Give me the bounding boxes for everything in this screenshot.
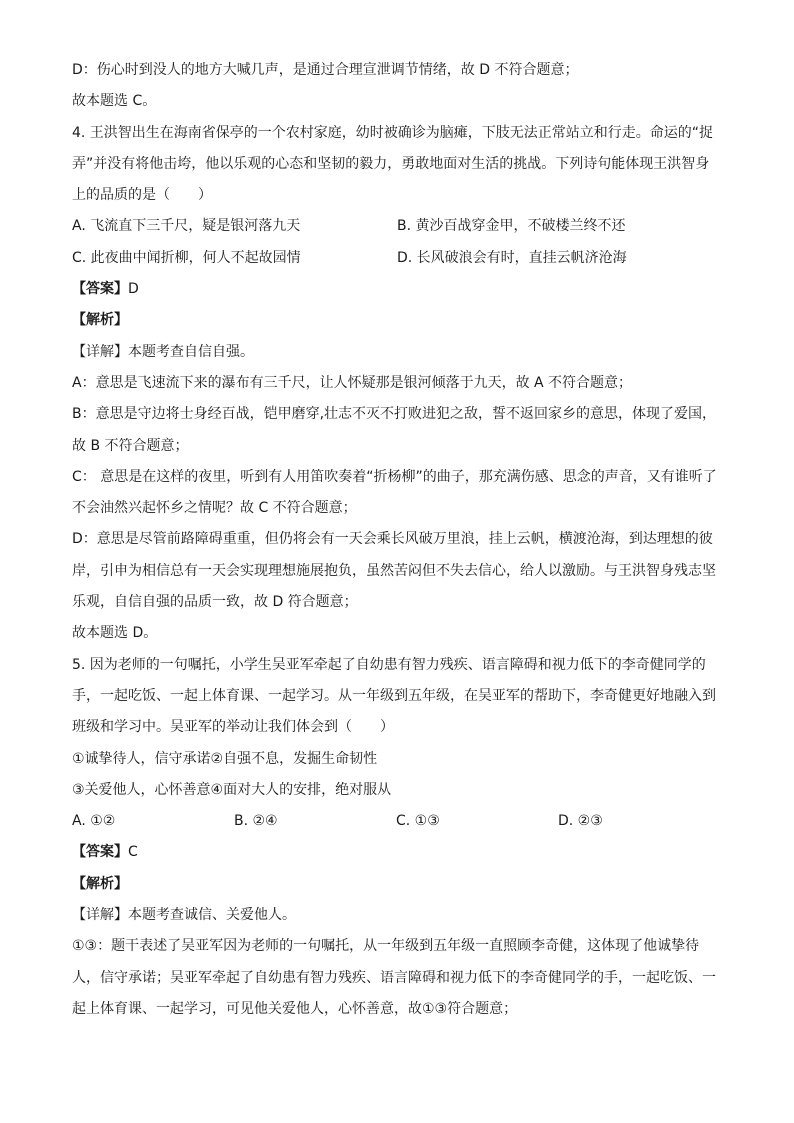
- q4-explain-b-line-2: 故 B 不符合题意；: [72, 437, 189, 454]
- q4-explain-c-line-1: C： 意思是在这样的夜里，听到有人用笛吹奏着“折杨柳”的曲子，那充满伤感、思念的声音，又有谁听了: [72, 468, 717, 485]
- q4-explain-b-line-1: B：意思是守边将士身经百战，铠甲磨穿,壮志不灭不打败进犯之敌，誓不返回家乡的意思，体现了爱国，: [72, 406, 717, 423]
- q4-answer: [72, 279, 722, 310]
- q4-detail: [72, 342, 722, 373]
- q4-stem-line-3: 上的品质的是（ ）: [72, 187, 212, 204]
- q5-option-a: A. ①②: [72, 813, 116, 830]
- q5-answer-value: C: [128, 844, 138, 861]
- q4-detail-tag: 【详解】: [72, 343, 128, 360]
- q4-conclusion: 故本题选 D。: [72, 625, 158, 642]
- q4-explain-c-line-2: 不会油然兴起怀乡之情呢？故 C 不符合题意；: [72, 500, 357, 517]
- q5-detail-tag: 【详解】: [72, 907, 128, 924]
- q4-analysis-tag: 【解析】: [72, 312, 128, 329]
- q5-option-d: D. ②③: [558, 813, 603, 830]
- q5-analysis-tag: 【解析】: [72, 875, 128, 892]
- q5-answer: [72, 842, 722, 873]
- q5-statements-line-2: ③关爱他人，心怀善意④面对大人的安排，绝对服从: [72, 781, 392, 798]
- q4-option-d: D. 长风破浪会有时，直挂云帆济沧海: [397, 249, 627, 266]
- q4-explain-d-line-1: D：意思是尽管前路障碍重重，但仍将会有一天会乘长风破万里浪，挂上云帆，横渡沧海，到达理想的彼: [72, 531, 713, 548]
- q5-detail-text: 本题考查诚信、关爱他人。: [128, 907, 296, 924]
- q5-stem-line-1: 5. 因为老师的一句嘱托，小学生吴亚军牵起了自幼患有智力残疾、语言障碍和视力低下的李奇健同学的: [72, 656, 706, 673]
- q5-options-row: [72, 811, 722, 842]
- q5-analysis: [72, 874, 722, 905]
- q4-options-row-2: [72, 248, 722, 279]
- q3-conclusion: 故本题选 C。: [72, 93, 157, 110]
- q4-answer-value: D: [128, 281, 139, 298]
- q3-option-d-explanation: D：伤心时到没人的地方大喊几声，是通过合理宣泄调节情绪，故 D 不符合题意；: [72, 62, 579, 78]
- q4-detail-text: 本题考查自信自强。: [128, 343, 254, 360]
- q5-explain-line-1: ①③：题干表述了吴亚军因为老师的一句嘱托，从一年级到五年级一直照顾李奇健，这体现了他诚挚待: [72, 938, 700, 955]
- q4-explain-d-line-3: 乐观，自信自强的品质一致，故 D 符合题意；: [72, 594, 358, 611]
- q5-detail: [72, 905, 722, 936]
- q4-options-row-1: [72, 216, 722, 247]
- q4-stem-line-2: 弄”并没有将他击垮，他以乐观的心态和坚韧的毅力，勇敢地面对生活的挑战。下列诗句能体现王洪智身: [72, 155, 710, 172]
- q4-analysis: [72, 310, 722, 341]
- q5-stem-line-2: 手，一起吃饭、一起上体育课、一起学习。从一年级到五年级，在吴亚军的帮助下，李奇健更好地融入到: [72, 687, 716, 704]
- q5-explain-line-3: 起上体育课、一起学习，可见他关爱他人，心怀善意，故①③符合题意；: [72, 1000, 518, 1017]
- q4-option-a: A. 飞流直下三千尺，疑是银河落九天: [72, 218, 301, 235]
- q4-option-b: B. 黄沙百战穿金甲，不破楼兰终不还: [397, 218, 626, 235]
- q5-explain-line-2: 人，信守承诺；吴亚军牵起了自幼患有智力残疾、语言障碍和视力低下的李奇健同学的手，一起吃饭、一: [72, 969, 716, 986]
- q5-stem-line-3: 班级和学习中。吴亚军的举动让我们体会到（ ）: [72, 719, 394, 736]
- q4-explain-d-line-2: 岸，引申为相信总有一天会实现理想施展抱负，虽然苦闷但不失去信心，给人以激励。与王洪智身残志坚: [72, 562, 716, 579]
- q5-statements-line-1: ①诚挚待人，信守承诺②自强不息，发掘生命韧性: [72, 750, 378, 767]
- q5-option-c: C. ①③: [396, 813, 440, 830]
- q4-option-c: C. 此夜曲中闻折柳，何人不起故园情: [72, 249, 301, 266]
- q5-answer-tag: 【答案】: [72, 844, 128, 861]
- q4-explain-a: A：意思是飞速流下来的瀑布有三千尺，让人怀疑那是银河倾落于九天，故 A 不符合题意；: [72, 374, 633, 391]
- q4-stem-line-1: 4. 王洪智出生在海南省保亭的一个农村家庭，幼时被确诊为脑瘫，下肢无法正常站立和行走。命运的“捉: [72, 124, 714, 141]
- q4-answer-tag: 【答案】: [72, 281, 128, 298]
- q5-option-b: B. ②④: [234, 813, 278, 830]
